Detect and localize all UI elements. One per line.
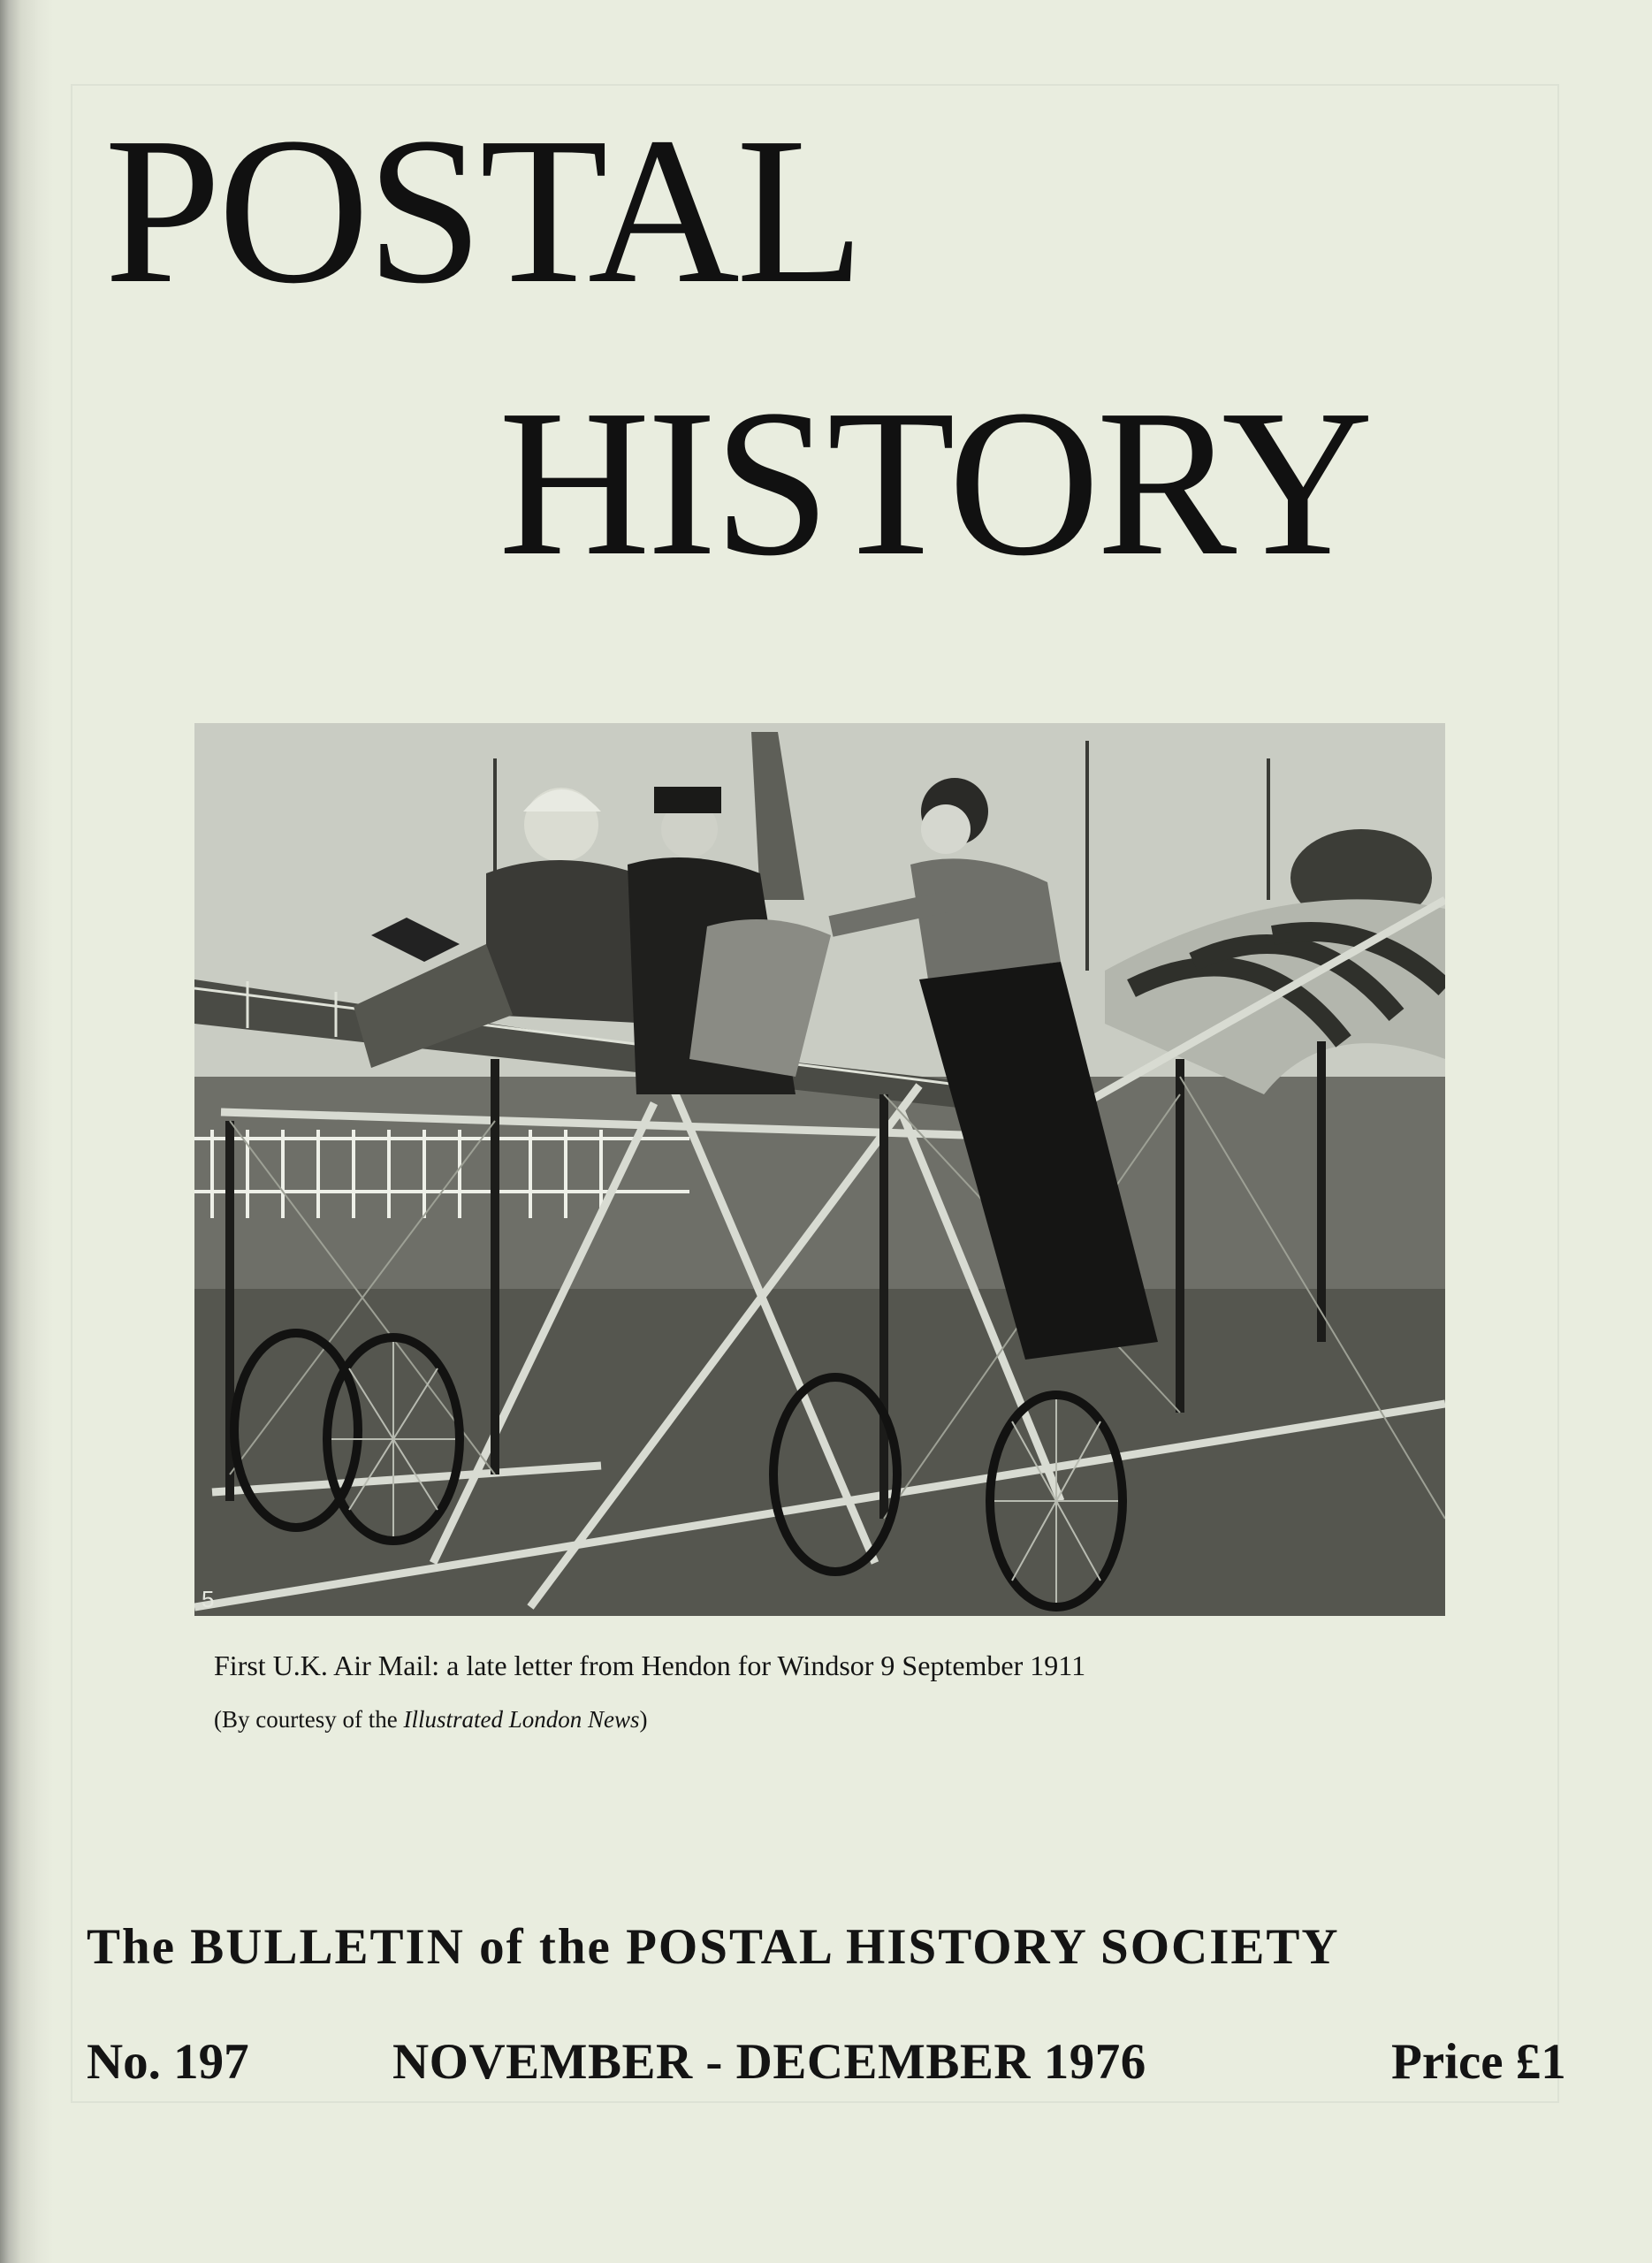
photo-credit [214,1706,647,1733]
issue-date: NOVEMBER - DECEMBER 1976 [392,2034,1146,2090]
credit-suffix: ) [639,1706,648,1733]
credit-prefix: (By courtesy of the [214,1706,404,1733]
masthead-title-line1: POSTAL [104,95,862,327]
page-spine-shadow [0,0,53,2263]
cover-photograph [194,723,1445,1616]
credit-source: Illustrated London News [403,1706,640,1733]
issue-price: Price £1 [1391,2034,1566,2090]
masthead-title-line2: HISTORY [499,367,1370,599]
plate-number: 5 [202,1586,215,1612]
photo-caption: First U.K. Air Mail: a late letter from Hendon for Windsor 9 September 1911 [214,1650,1086,1681]
bulletin-title: The BULLETIN of the POSTAL HISTORY SOCIETY [87,1919,1340,1975]
issue-number: No. 197 [87,2034,249,2090]
